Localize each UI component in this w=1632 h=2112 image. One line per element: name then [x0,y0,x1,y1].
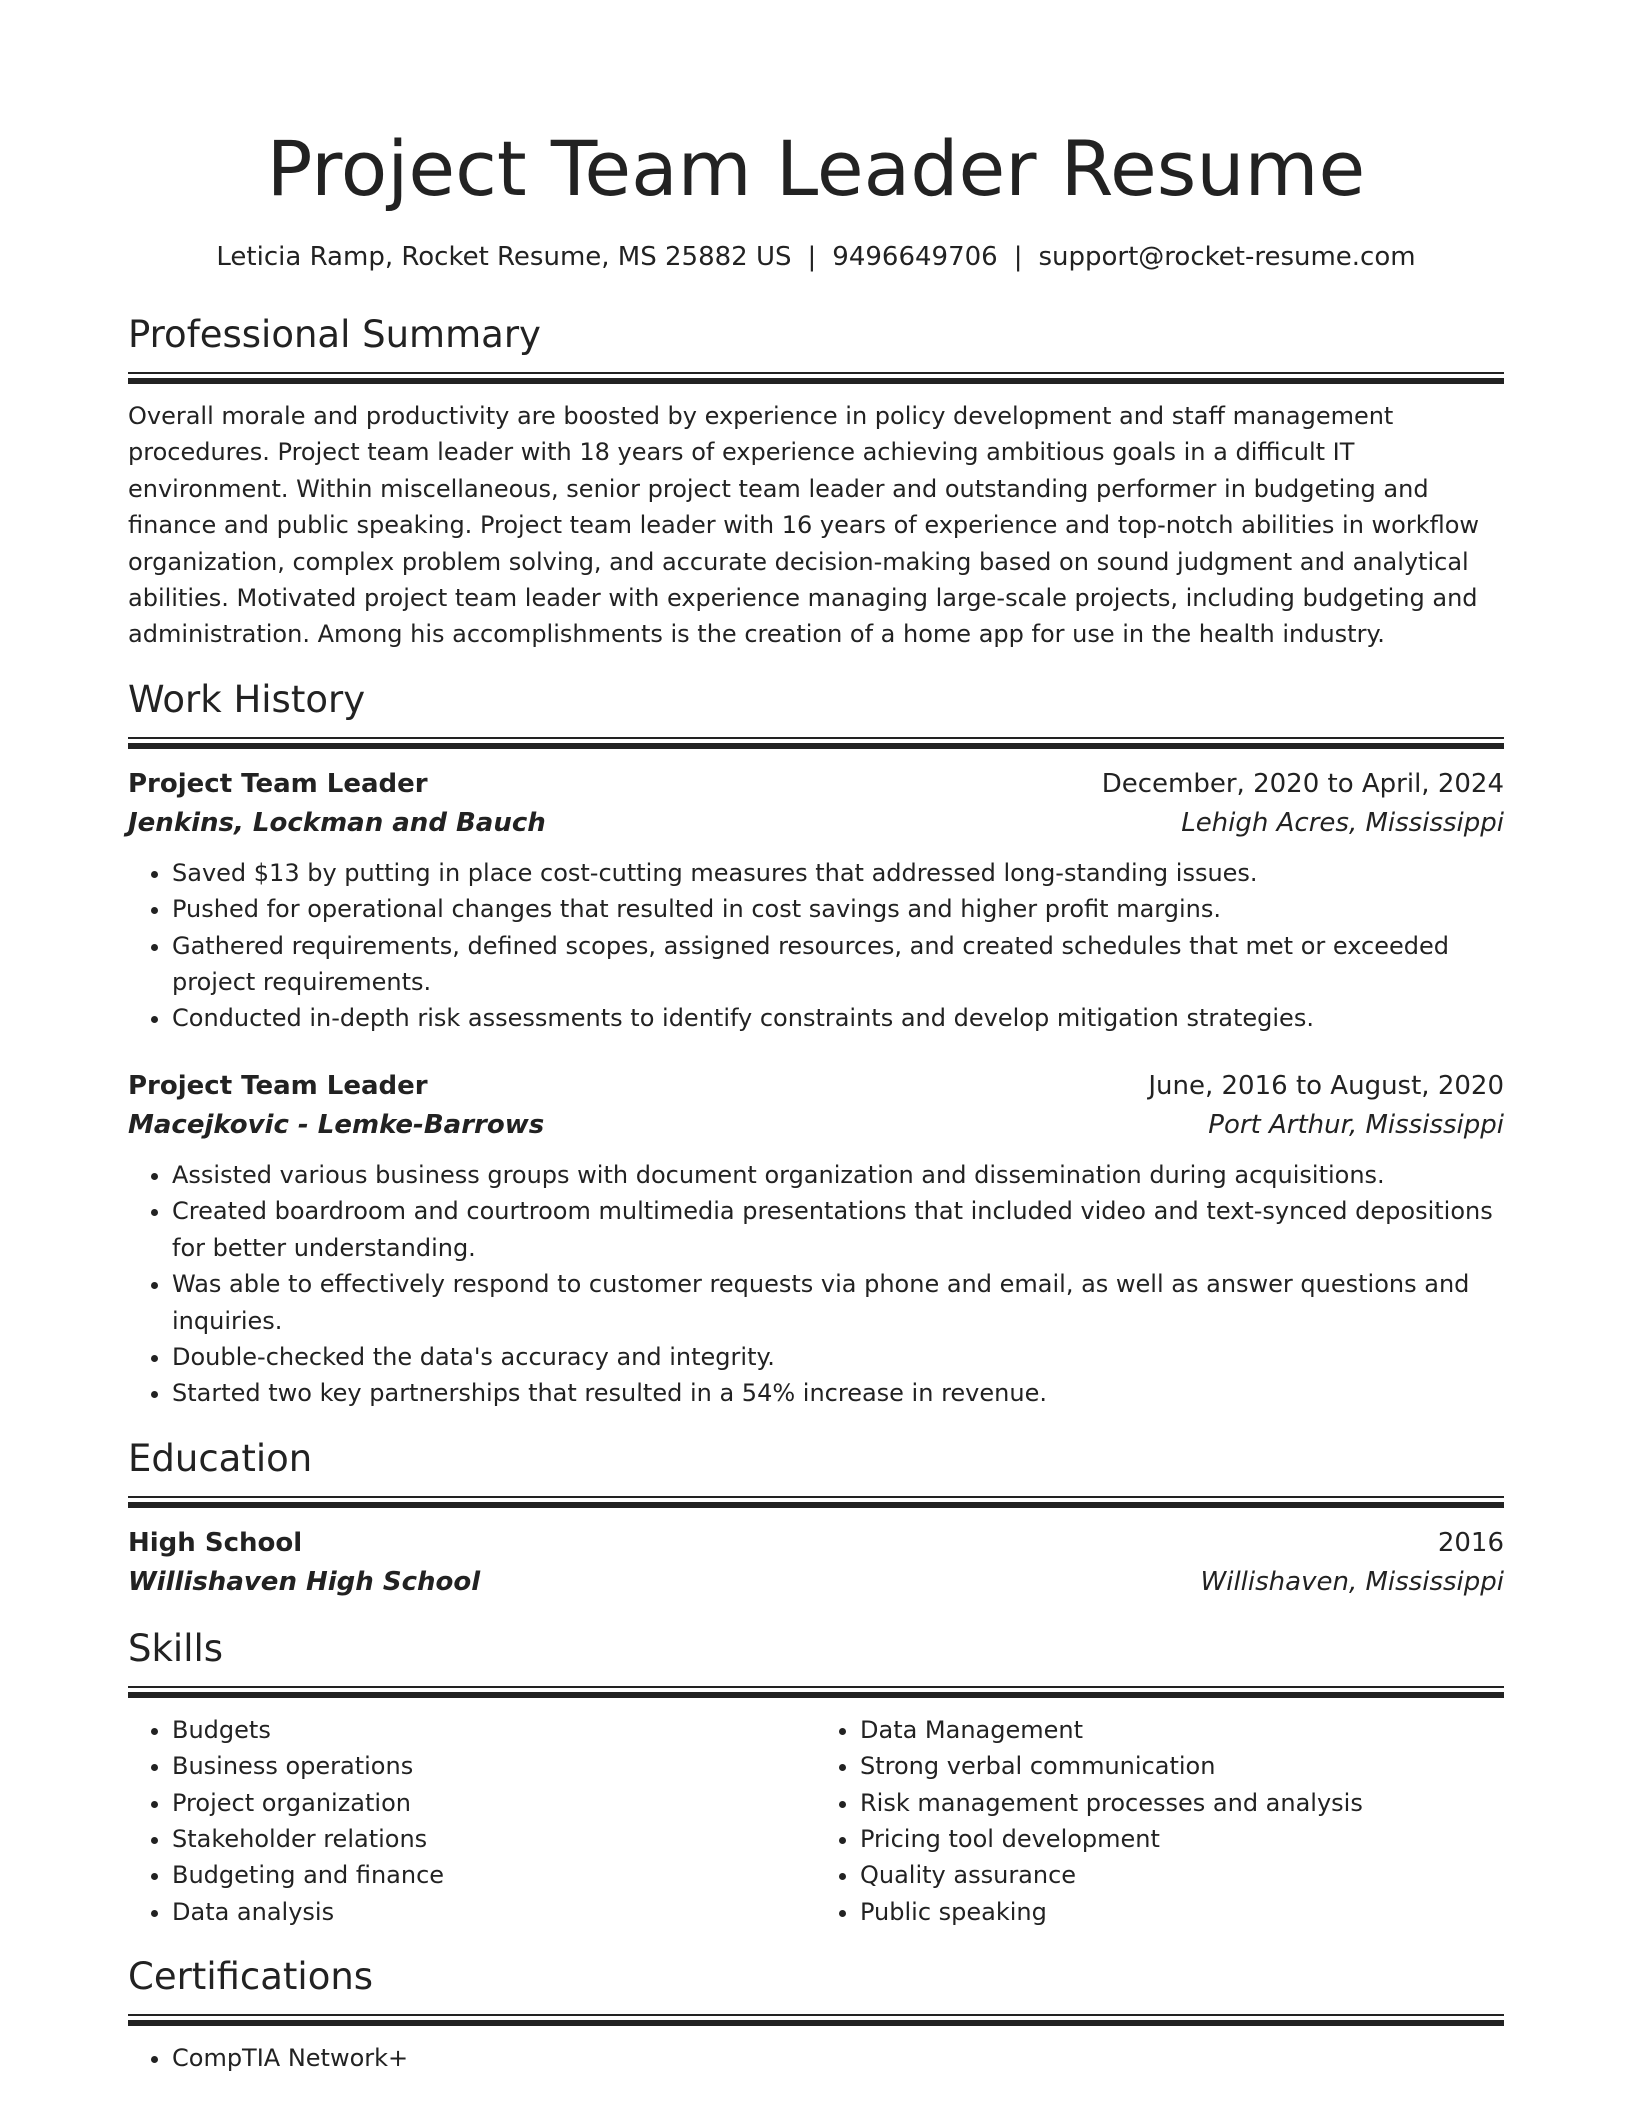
section-divider [128,2014,1504,2026]
section-divider [128,1686,1504,1698]
education-degree: High School [128,1527,303,1558]
skills-column-right [816,1712,1504,1930]
education-heading: Education [128,1436,313,1480]
job-bullets [128,1157,1504,1412]
summary-section [128,310,1504,653]
job-title: Project Team Leader [128,768,428,799]
contact-email: support@rocket-resume.com [1038,242,1416,272]
section-divider [128,372,1504,384]
skill-item: • Pricing tool development [860,1821,1504,1857]
education-year: 2016 [1437,1527,1504,1558]
job-bullet: • Saved $13 by putting in place cost-cutting measures that addressed long-standing issues. [172,855,1504,891]
job-dates: December, 2020 to April, 2024 [1101,768,1504,799]
job-subheader [128,804,1504,843]
skill-item: • Business operations [172,1748,816,1784]
job-entry [128,1067,1504,1412]
job-company: Macejkovic - Lemke-Barrows [128,1109,545,1140]
job-bullets [128,855,1504,1037]
summary-text: Overall morale and productivity are boosted by experience in policy development and staff management procedures. Project team leader with 18 years of experience achieving ambitious goals in a difficult IT environment. Within miscellaneous, senior project team leader and outstanding performer in budgeting and finance and public speaking. Project team leader with 16 years of experience and top-notch abilities in workflow organization, complex problem solving, and accurate decision-making based on sound judgment and analytical abilities. Motivated project team leader with experience managing large-scale projects, including budgeting and administration. Among his accomplishments is the creation of a home app for use in the health industry. [128,402,1480,649]
work-history-heading: Work History [128,677,366,721]
job-bullet: • Was able to effectively respond to customer requests via phone and email, as well as answer questions and inquiries. [172,1266,1504,1339]
skills-column-left [128,1712,816,1930]
education-location: Willishaven, Mississippi [1200,1566,1504,1597]
education-school: Willishaven High School [128,1566,481,1597]
job-entry [128,765,1504,1037]
job-bullet: • Started two key partnerships that resulted in a 54% increase in revenue. [172,1375,1504,1411]
job-header [128,1067,1504,1106]
contact-line [128,240,1504,274]
skill-item: • Budgets [172,1712,816,1748]
skill-item: • Stakeholder relations [172,1821,816,1857]
job-dates: June, 2016 to August, 2020 [1148,1070,1504,1101]
skills-list [128,1712,816,1930]
education-subheader [128,1563,1504,1602]
job-location: Lehigh Acres, Mississippi [1181,807,1504,838]
section-divider [128,1496,1504,1508]
certification-item: • CompTIA Network+ [172,2040,1504,2076]
job-title: Project Team Leader [128,1070,428,1101]
work-history-section [128,675,1504,1412]
skill-item: • Data analysis [172,1894,816,1930]
job-subheader [128,1106,1504,1145]
job-header [128,765,1504,804]
job-bullet: • Created boardroom and courtroom multimedia presentations that included video and text-synced depositions for better understanding. [172,1193,1504,1266]
certifications-section [128,1952,1504,2076]
section-divider [128,737,1504,749]
contact-separator: | [807,242,817,272]
skills-list [816,1712,1504,1930]
job-bullet: • Gathered requirements, defined scopes, assigned resources, and created schedules that met or exceeded project requirements. [172,928,1504,1001]
skills-section [128,1624,1504,1930]
contact-separator: | [1013,242,1023,272]
education-section [128,1434,1504,1602]
education-entry [128,1524,1504,1602]
job-bullet: • Pushed for operational changes that resulted in cost savings and higher profit margins. [172,891,1504,927]
job-bullet: • Conducted in-depth risk assessments to identify constraints and develop mitigation strategies. [172,1000,1504,1036]
skill-item: • Public speaking [860,1894,1504,1930]
skill-item: • Project organization [172,1785,816,1821]
skills-grid [128,1712,1504,1930]
skill-item: • Quality assurance [860,1857,1504,1893]
job-location: Port Arthur, Mississippi [1208,1109,1504,1140]
contact-phone: 9496649706 [832,242,998,272]
job-company: Jenkins, Lockman and Bauch [128,807,546,838]
certifications-heading: Certifications [128,1955,374,1999]
certifications-list [128,2040,1504,2076]
job-bullet: • Assisted various business groups with document organization and dissemination during acquisitions. [172,1157,1504,1193]
skills-heading: Skills [128,1626,224,1670]
skill-item: • Budgeting and finance [172,1857,816,1893]
skill-item: • Risk management processes and analysis [860,1785,1504,1821]
job-bullet: • Double-checked the data's accuracy and integrity. [172,1339,1504,1375]
skill-item: • Strong verbal communication [860,1748,1504,1784]
summary-heading: Professional Summary [128,313,541,356]
resume-title: Project Team Leader Resume [266,124,1366,213]
skill-item: • Data Management [860,1712,1504,1748]
contact-address: Leticia Ramp, Rocket Resume, MS 25882 US [216,242,792,272]
education-header [128,1524,1504,1563]
